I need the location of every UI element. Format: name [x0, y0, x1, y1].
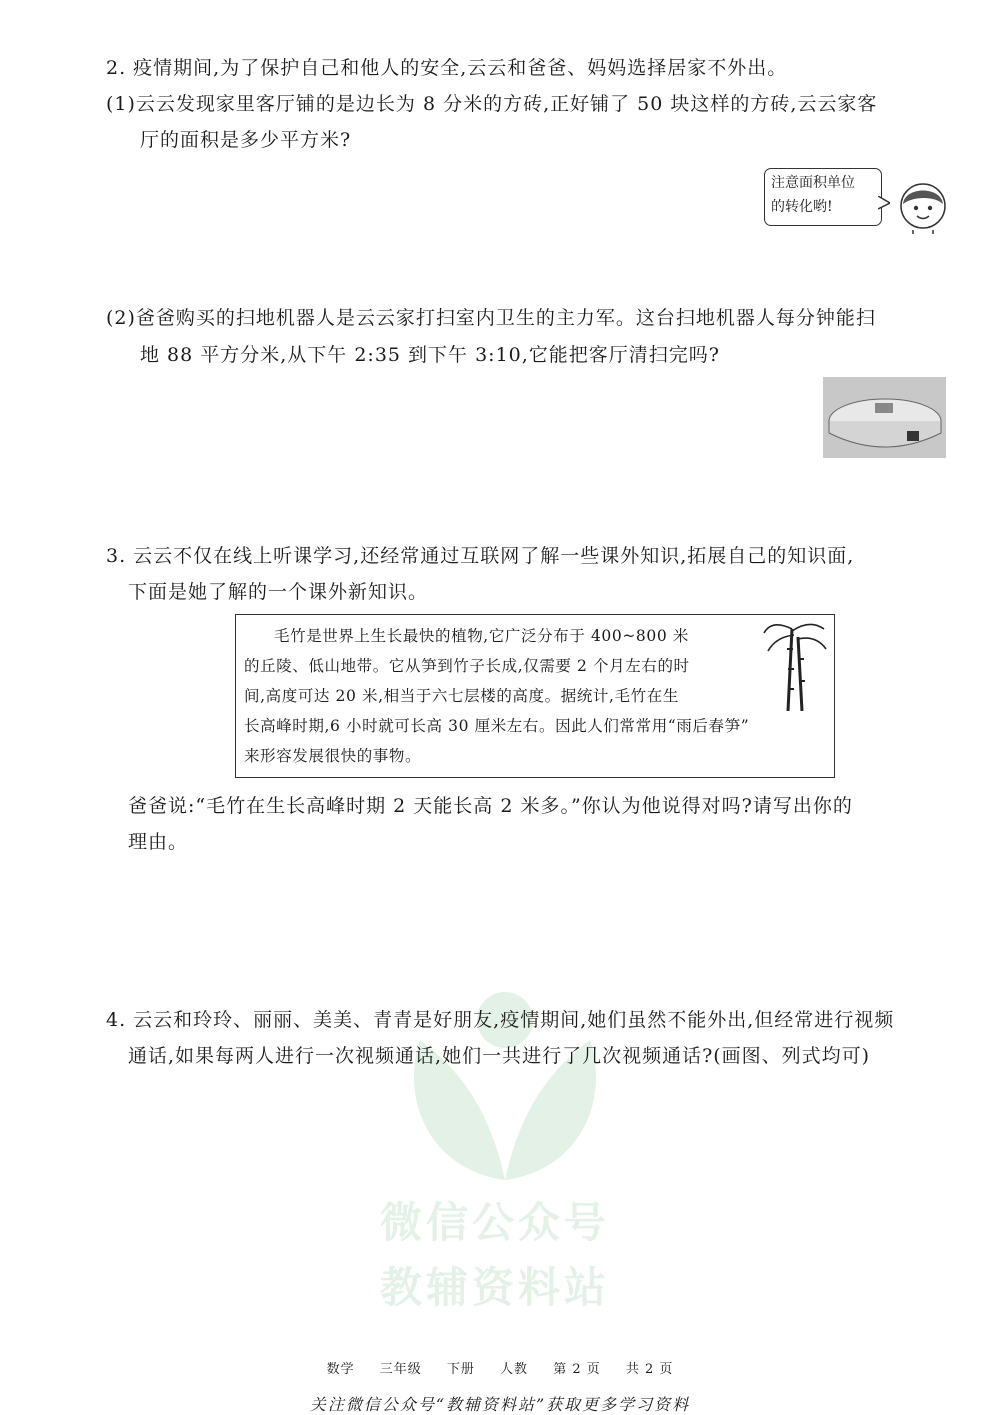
bamboo-icon: [762, 619, 828, 711]
info-line-2: 的丘陵、低山地带。它从笋到竹子长成,仅需要 2 个月左右的时: [244, 657, 690, 675]
footer-edition: 人教: [500, 1362, 529, 1377]
bamboo-info-box: [235, 614, 835, 778]
info-line-4: 长高峰时期,6 小时就可长高 30 厘米左右。因此人们常常用“雨后春笋”: [244, 717, 750, 735]
footer-volume: 下册: [446, 1362, 475, 1377]
girl-avatar-icon: [895, 178, 951, 234]
info-line-3: 间,高度可达 20 米,相当于六七层楼的高度。据统计,毛竹在生: [244, 687, 679, 705]
q3-line1: 3. 云云不仅在线上听课学习,还经常通过互联网了解一些课外知识,拓展自己的知识面,: [106, 545, 855, 567]
bubble-tail-icon: [878, 196, 890, 210]
page-footer: [0, 1358, 1000, 1377]
hint-line-2: 的转化哟!: [771, 199, 833, 215]
q3-question-line1: 爸爸说:“毛竹在生长高峰时期 2 天能长高 2 米多。”你认为他说得对吗?请写出你的: [128, 795, 853, 817]
q2-part1-line1: (1)云云发现家里客厅铺的是边长为 8 分米的方砖,正好铺了 50 块这样的方砖,云云家客: [106, 93, 878, 115]
watermark-line-1: 微信公众号: [380, 1198, 611, 1247]
q2-part1-line2: 厅的面积是多少平方米?: [140, 129, 352, 151]
info-line-5: 来形容发展很快的事物。: [244, 747, 422, 765]
q3-question-line2: 理由。: [128, 831, 189, 853]
footer-grade: 三年级: [379, 1362, 422, 1377]
q2-intro: 2. 疫情期间,为了保护自己和他人的安全,云云和爸爸、妈妈选择居家不外出。: [106, 57, 788, 79]
q3-line2: 下面是她了解的一个课外新知识。: [128, 581, 429, 603]
footer-page: 第 2 页: [553, 1362, 601, 1377]
hint-line-1: 注意面积单位: [771, 175, 855, 191]
q4-line2: 通话,如果每两人进行一次视频通话,她们一共进行了几次视频通话?(画图、列式均可): [128, 1045, 871, 1067]
footer-total: 共 2 页: [625, 1362, 674, 1377]
robot-vacuum-image: [823, 377, 946, 458]
q2-part2-line1: (2)爸爸购买的扫地机器人是云云家打扫室内卫生的主力军。这台扫地机器人每分钟能扫: [106, 307, 876, 329]
q4-line1: 4. 云云和玲玲、丽丽、美美、青青是好朋友,疫情期间,她们虽然不能外出,但经常进行视频: [106, 1009, 895, 1031]
q2-part2-line2: 地 88 平方分米,从下午 2:35 到下午 3:10,它能把客厅清扫完吗?: [140, 344, 720, 366]
bottom-promo-note: 关注微信公众号“教辅资料站”获取更多学习资料: [309, 1395, 691, 1414]
hint-speech-bubble: [764, 168, 882, 226]
footer-subject: 数学: [326, 1362, 355, 1377]
watermark-line-2: 教辅资料站: [380, 1263, 611, 1312]
info-line-1: 毛竹是世界上生长最快的植物,它广泛分布于 400~800 米: [274, 627, 689, 645]
